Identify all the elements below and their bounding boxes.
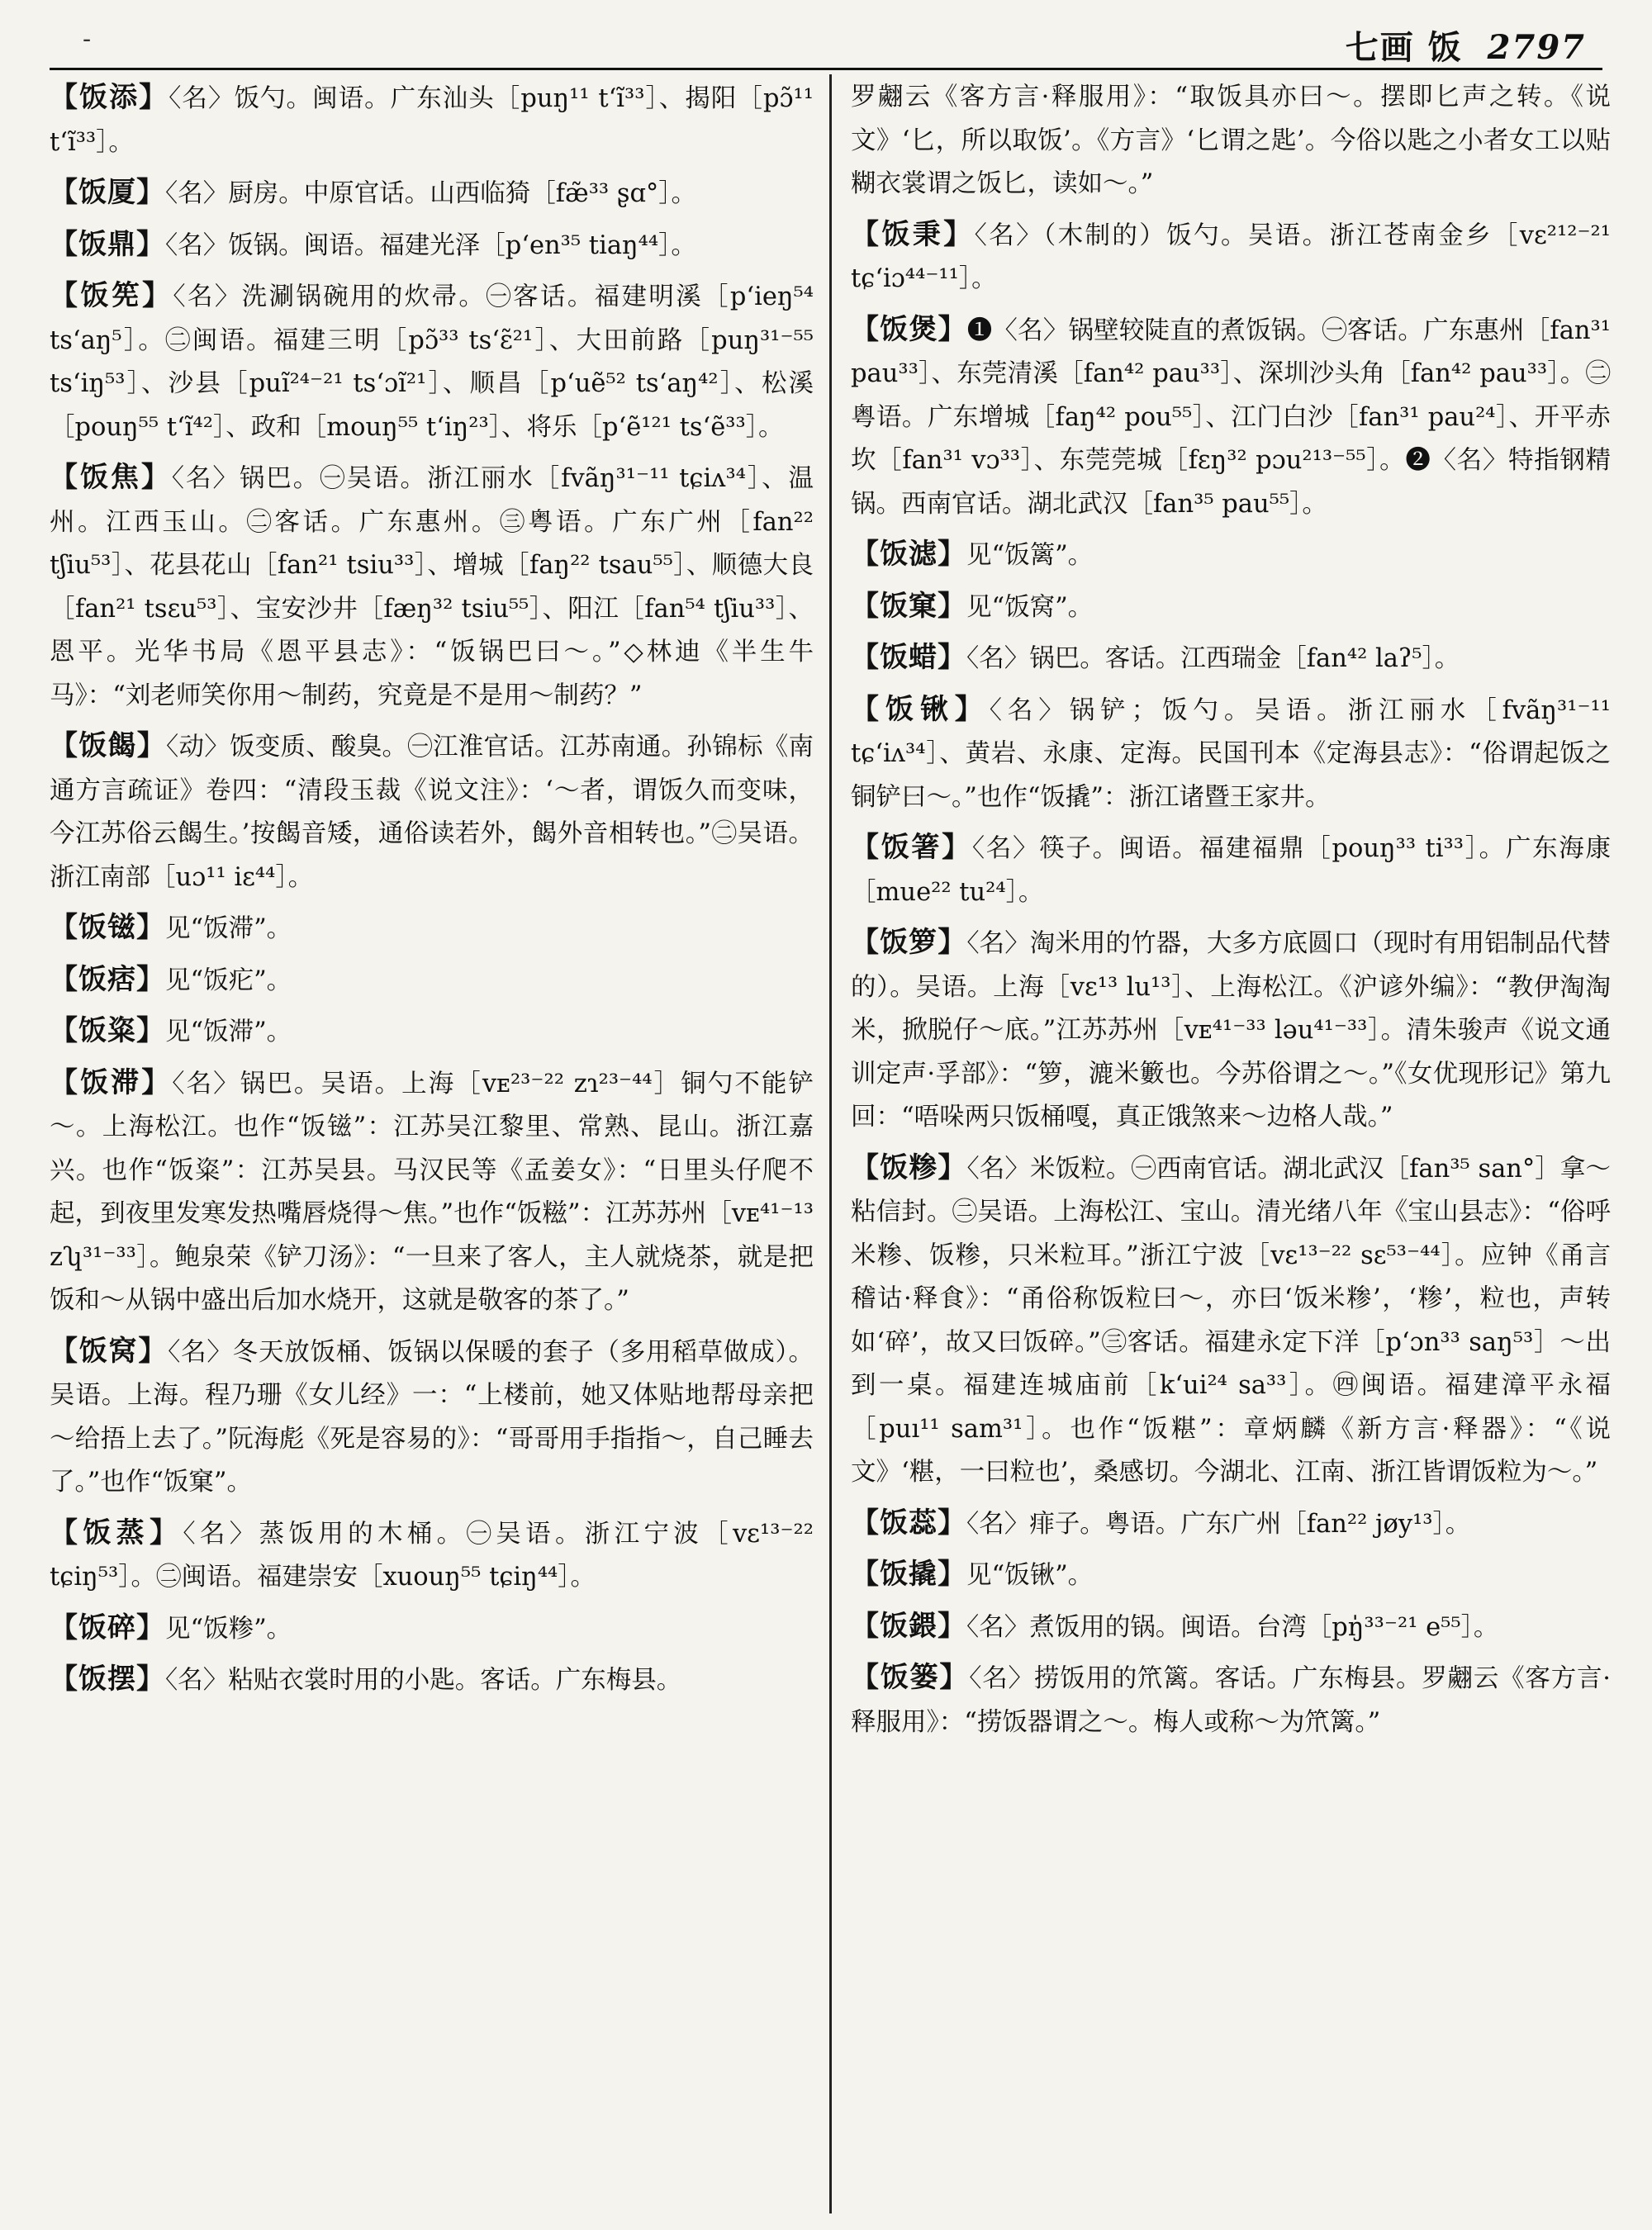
- entry-definition: 〈名〉淘米用的竹器，大多方底圆口（现时有用铝制品代替的）。吴语。上海［vɛ¹³ lu¹³］、上海松江。《沪谚外编》：“教伊淘淘米，掀脱仔～底。”江苏苏州［vᴇ⁴¹⁻³³ ləu⁴¹⁻³³］。清朱骏声《说文通训定声·孚部》：“箩，漉米籔也。今苏俗谓之～。”《女优现形记》第九回：“唔哚两只饭桶嘎，真正饿煞来～边格人哉。”: [851, 929, 1612, 1132]
- entry-definition: 〈名〉锅巴。吴语。上海［vᴇ²³⁻²² zɿ²³⁻⁴⁴］铜勺不能铲～。上海松江。也作“饭镃”：江苏吴江黎里、常熟、昆山。浙江嘉兴。也作“饭粢”：江苏吴县。马汉民等《孟姜女》：“日里头仔爬不起，到夜里发寒发热嘴唇烧得～焦。”也作“饭糍”：江苏苏州［vᴇ⁴¹⁻¹³ zʮ³¹⁻³³］。鲍泉荣《铲刀汤》：“一旦来了客人，主人就烧茶，就是把饭和～从锅中盛出后加水烧开，这就是敬客的茶了。”: [50, 1069, 814, 1315]
- entry-headword: 【饭餲】: [50, 729, 166, 762]
- entry-definition: 见“饭滞”。: [165, 1018, 292, 1046]
- entry-headword: 【饭添】: [50, 81, 169, 114]
- entry-definition: 〈名〉锅巴。客话。江西瑞金［fan⁴² laʔ⁵］。: [966, 644, 1460, 673]
- dictionary-entry: [851, 921, 1611, 1140]
- entry-headword: 【饭箩】: [851, 926, 967, 959]
- dictionary-entry: [50, 274, 814, 449]
- dictionary-entry: [851, 533, 1611, 578]
- entry-definition: 见“饭锹”。: [966, 1561, 1094, 1590]
- entry-definition: 见“饭疕”。: [165, 966, 292, 995]
- entry-headword: 【饭镃】: [50, 911, 165, 944]
- entry-headword: 【饭箸】: [851, 831, 972, 864]
- entry-headword: 【饭蕊】: [851, 1506, 966, 1540]
- entry-definition: 〈名〉饭勺。闽语。广东汕头［puŋ¹¹ t‘ĩ³³］、揭阳［pɔ̃¹¹ t‘ĩ³³］。: [50, 84, 814, 157]
- entry-headword: 【饭滤】: [851, 538, 966, 571]
- entry-headword: 【饭碎】: [50, 1611, 165, 1644]
- dictionary-entry: [851, 1605, 1611, 1650]
- dictionary-entry: [50, 76, 814, 164]
- dictionary-entry: [50, 1009, 814, 1055]
- entry-definition: 见“饭窝”。: [966, 592, 1094, 622]
- dictionary-entry: [851, 1656, 1611, 1744]
- column-divider: [829, 74, 832, 2213]
- left-column: [50, 76, 814, 1710]
- dictionary-entry: [851, 1146, 1611, 1495]
- header-rule: [50, 68, 1602, 70]
- entry-definition: 〈名〉厨房。中原官话。山西临猗［fæ̃³³ ʂɑ°］。: [165, 179, 697, 208]
- right-column: [851, 76, 1611, 1751]
- entry-headword: 【饭筅】: [50, 279, 173, 312]
- entry-definition: 〈名〉饭锅。闽语。福建光泽［p‘en³⁵ tiaŋ⁴⁴］。: [165, 230, 696, 260]
- dictionary-entry: [851, 213, 1611, 301]
- dictionary-entry: [50, 958, 814, 1004]
- entry-definition: 〈动〉饭变质、酸臭。㊀江淮官话。江苏南通。孙锦标《南通方言疏证》卷四：“清段玉裁《说文注》：‘～者，谓饭久而变味，今江苏俗云餲生。’按餲音矮，通俗读若外，餲外音相转也。”㊁吴语。浙江南部［uɔ¹¹ iɛ⁴⁴］。: [50, 733, 814, 892]
- dictionary-entry: [851, 585, 1611, 630]
- entry-definition: 见“饭篱”。: [966, 541, 1094, 570]
- dictionary-entry: [851, 636, 1611, 681]
- entry-definition: 〈名〉捞饭用的笊篱。客话。广东梅县。罗翽云《客方言·释服用》：“捞饭器谓之～。梅人或称～为笊篱。”: [851, 1664, 1611, 1737]
- entry-definition: 〈名〉锅巴。㊀吴语。浙江丽水［fvãŋ³¹⁻¹¹ tɕiʌ³⁴］、温州。江西玉山。㊁客话。广东惠州。㊂粤语。广东广州［fan²² tʃiu⁵³］、花县花山［fan²¹ tsiu³³］、增城［faŋ²² tsau⁵⁵］、顺德大良［fan²¹ tsɛu⁵³］、宝安沙井［fæŋ³² tsiu⁵⁵］、阳江［fan⁵⁴ tʃiu³³］、恩平。光华书局《恩平县志》：“饭锅巴曰～。”◇林迪《半生牛马》：“刘老师笑你用～制药，究竟是不是用～制药？”: [50, 464, 814, 710]
- dictionary-entry: [50, 724, 814, 899]
- dictionary-entry: [851, 308, 1611, 527]
- entry-definition: 〈名〉米饭粒。㊀西南官话。湖北武汉［fan³⁵ san°］拿～粘信封。㊁吴语。上海松江、宝山。清光绪八年《宝山县志》：“俗呼米糁、饭糁，只米粒耳。”浙江宁波［vɛ¹³⁻²² sɛ⁵³⁻⁴⁴］。应钟《甬言稽诂·释食》：“甬俗称饭粒曰～，亦曰‘饭米糁’，‘糁’，粒也，声转如‘碎’，故又曰饭碎。”㊂客话。福建永定下洋［p‘ɔn³³ saŋ⁵³］～出到一桌。福建连城庙前［k‘ui²⁴ sa³³］。㊃闽语。福建漳平永福［puı¹¹ sam³¹］。也作“饭糂”：章炳麟《新方言·释器》：“《说文》‘糂，一曰粒也’，桑感切。今湖北、江南、浙江皆谓饭粒为～。”: [851, 1154, 1612, 1487]
- dictionary-entry: [851, 1502, 1611, 1547]
- entry-definition: 〈名〉蒸饭用的木桶。㊀吴语。浙江宁波［vɛ¹³⁻²² tɕiŋ⁵³］。㊁闽语。福建崇安［xuouŋ⁵⁵ tɕiŋ⁴⁴］。: [50, 1519, 814, 1592]
- entry-headword: 【饭鼎】: [50, 227, 165, 261]
- page-header: [50, 18, 1602, 68]
- entry-definition: 〈名〉冬天放饭桶、饭锅以保暖的套子（多用稻草做成）。吴语。上海。程乃珊《女儿经》一：“上楼前，她又体贴地帮母亲把～给捂上去了。”阮海彪《死是容易的》：“哥哥用手指指～，自己睡去了。”也作“饭窠”。: [50, 1337, 814, 1497]
- entry-headword: 【饭秉】: [851, 217, 975, 251]
- dictionary-entry: [50, 1330, 814, 1505]
- entry-headword: 【饭焦】: [50, 461, 172, 494]
- continuation-text: 罗翽云《客方言·释服用》：“取饭具亦曰～。摆即匕声之转。《说文》‘匕，所以取饭’。《方言》‘匕谓之匙’。今俗以匙之小者女工以贴糊衣裳谓之饭匕，读如～。”: [851, 83, 1611, 198]
- entry-headword: 【饭蜡】: [851, 641, 966, 674]
- entry-headword: 【饭厦】: [50, 176, 165, 209]
- dictionary-entry: [50, 1606, 814, 1652]
- entry-headword: 【饭篓】: [851, 1661, 970, 1694]
- running-head: [1346, 21, 1586, 69]
- entry-definition: 〈名〉痱子。粤语。广东广州［fan²² jøy¹³］。: [966, 1509, 1471, 1539]
- dictionary-entry: [50, 1658, 814, 1703]
- dictionary-entry: [851, 688, 1611, 820]
- dictionary-entry: [50, 223, 814, 268]
- entry-definition: 见“饭糁”。: [165, 1614, 292, 1644]
- dictionary-entry: [50, 456, 814, 718]
- section-title: 七画 饭: [1345, 28, 1463, 67]
- dictionary-entry: [50, 171, 814, 216]
- entry-definition: 〈名〉（木制的）饭勺。吴语。浙江苍南金乡［vɛ²¹²⁻²¹ tɕ‘iɔ⁴⁴⁻¹¹］。: [851, 221, 1612, 293]
- entry-headword: 【饭窝】: [50, 1334, 169, 1368]
- page-number: 2797: [1487, 28, 1586, 67]
- entry-definition: ❶〈名〉锅壁较陡直的煮饭锅。㊀客话。广东惠州［fan³¹ pau³³］、东莞清溪［fan⁴² pau³³］、深圳沙头角［fan⁴² pau³³］。㊁粤语。广东增城［faŋ⁴² pou⁵⁵］、江门白沙［fan³¹ pau²⁴］、开平赤坎［fan³¹ vɔ³³］、东莞莞城［fɛŋ³² pɔu²¹³⁻⁵⁵］。❷〈名〉特指钢精锅。西南官话。湖北武汉［fan³⁵ pau⁵⁵］。: [851, 316, 1611, 519]
- dictionary-entry: [851, 1553, 1611, 1598]
- header-mark: -: [83, 25, 92, 54]
- entry-headword: 【饭煲】: [851, 312, 967, 346]
- dictionary-entry: [50, 906, 814, 951]
- dictionary-entry: [50, 1511, 814, 1600]
- entry-definition: 〈名〉粘贴衣裳时用的小匙。客话。广东梅县。: [165, 1666, 682, 1695]
- entry-headword: 【饭痞】: [50, 962, 165, 996]
- entry-definition: 见“饭滞”。: [165, 914, 292, 943]
- entry-definition: 〈名〉锅铲；饭勺。吴语。浙江丽水［fvãŋ³¹⁻¹¹ tɕ‘iʌ³⁴］、黄岩、永康、定海。民国刊本《定海县志》：“俗谓起饭之铜铲曰～。”也作“饭撬”：浙江诸暨王家井。: [851, 695, 1612, 812]
- entry-headword: 【饭撬】: [851, 1558, 966, 1591]
- entry-definition: 〈名〉洗涮锅碗用的炊帚。㊀客话。福建明溪［p‘ieŋ⁵⁴ ts‘aŋ⁵］。㊁闽语。福建三明［pɔ̃³³ ts‘ɛ̃²¹］、大田前路［puŋ³¹⁻⁵⁵ ts‘iŋ⁵³］、沙县［puĩ²⁴⁻²¹ ts‘ɔĩ²¹］、顺昌［p‘uẽ⁵² ts‘aŋ⁴²］、松溪［pouŋ⁵⁵ t‘ĩ⁴²］、政和［mouŋ⁵⁵ t‘iŋ²³］、将乐［p‘ẽ¹²¹ ts‘ẽ³³］。: [50, 282, 814, 442]
- entry-headword: 【饭摆】: [50, 1663, 165, 1696]
- entry-headword: 【饭窠】: [851, 589, 966, 623]
- entry-headword: 【饭粢】: [50, 1014, 165, 1047]
- entry-headword: 【饭锹】: [851, 692, 990, 726]
- entry-headword: 【饭鍡】: [851, 1609, 966, 1643]
- entry-definition: 〈名〉筷子。闽语。福建福鼎［pouŋ³³ ti³³］。广东海康［mue²² tu²⁴］。: [851, 834, 1612, 907]
- entry-headword: 【饭蒸】: [50, 1516, 183, 1549]
- entry-definition: 〈名〉煮饭用的锅。闽语。台湾［pŋ̍³³⁻²¹ e⁵⁵］。: [966, 1612, 1499, 1642]
- entry-headword: 【饭糁】: [851, 1151, 967, 1184]
- entry-headword: 【饭滞】: [50, 1065, 173, 1099]
- dictionary-entry: [50, 1061, 814, 1323]
- dictionary-entry: [851, 826, 1611, 914]
